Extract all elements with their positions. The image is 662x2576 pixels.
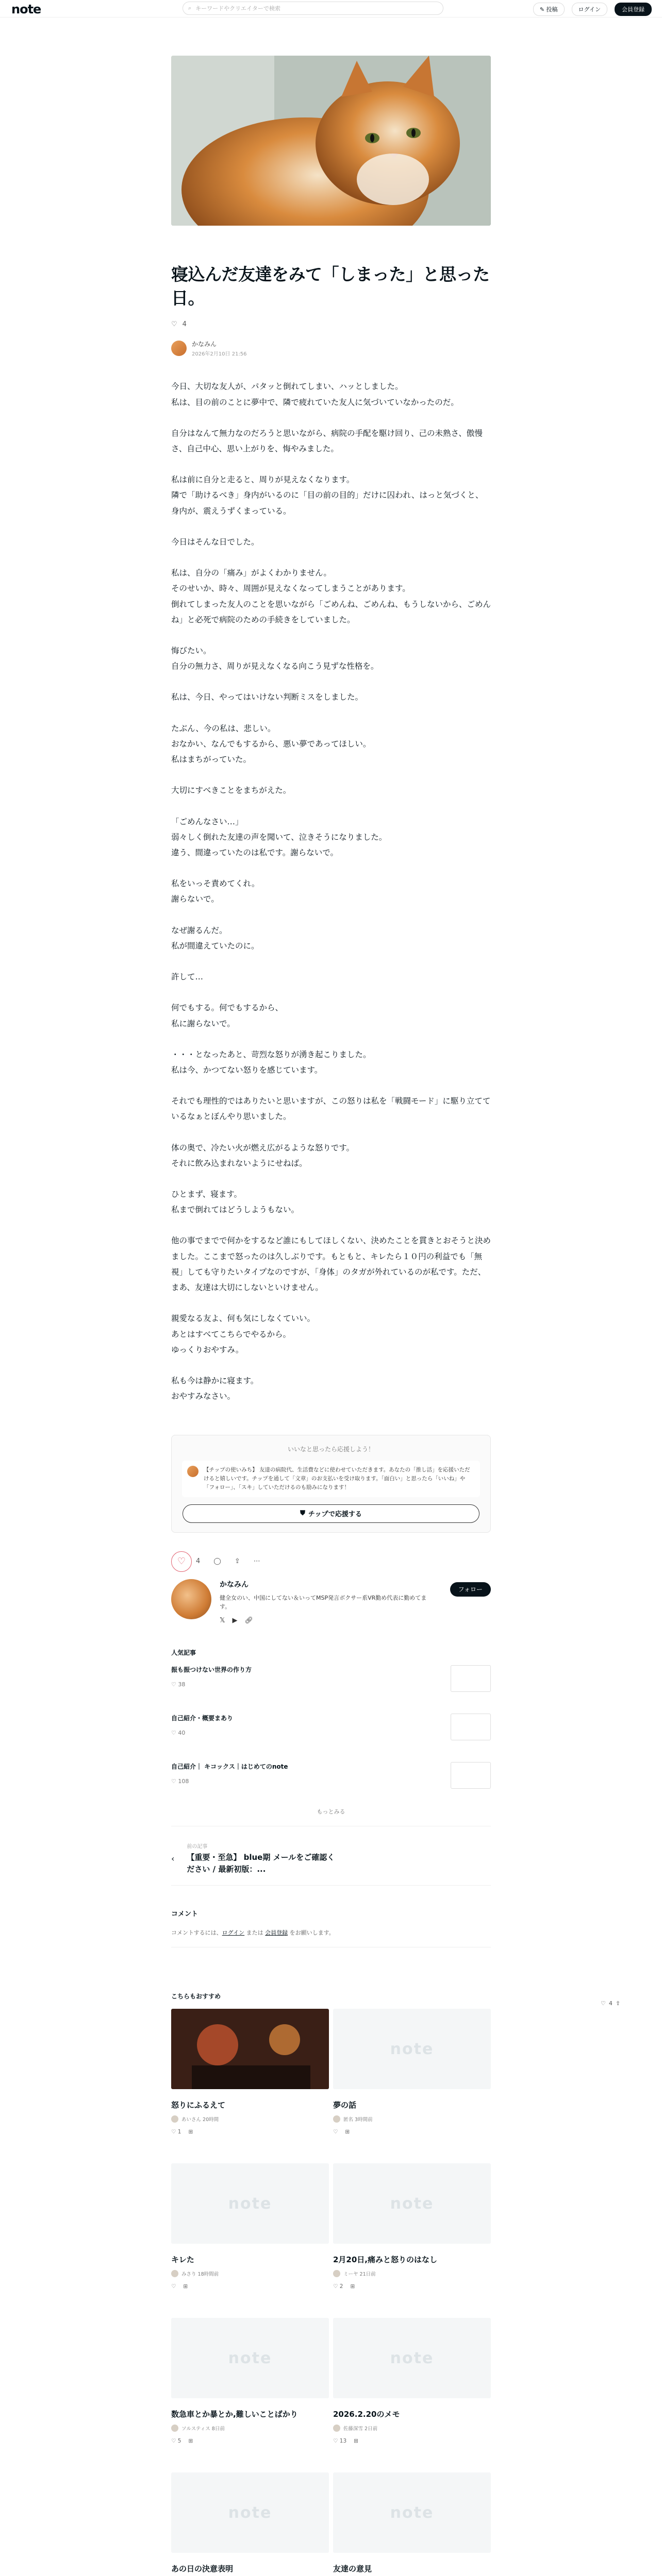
card-stats (171, 2129, 329, 2135)
divider (171, 1885, 491, 1886)
card-bookmark-icon[interactable]: ⊞ (354, 2438, 358, 2445)
recommend-grid (171, 2009, 491, 2576)
support-text: 【チップの使いみち】 友達の病院代、生活費などに使わせていただきます。あなたの「推し活」を応援いただけると嬉しいです。チップを通して「文章」のお支払いを受け取ります。「面白い」と思ったら「いいね」や「フォロー」、「スキ」していただけるのも励みになります！ (204, 1467, 470, 1491)
paragraph: ・・・となったあと、苛烈な怒りが湧き起こりました。 私は今、かつてない怒りを感じています。 (171, 1049, 371, 1075)
eyecatch-image (171, 56, 491, 226)
link-icon[interactable]: 🔗︎ (244, 1617, 253, 1625)
tip-icon: ⛊ (300, 1510, 305, 1518)
popular-list (171, 1665, 491, 1802)
card-stats (171, 2438, 329, 2444)
paragraph: 親愛なる友よ、何も気にしなくていい。 あとはすべてこちらでやるから。 ゆっくりおやすみ。 (171, 1314, 316, 1354)
card-likes-value: 13 (339, 2438, 347, 2445)
comments-text-mid: または (244, 1929, 266, 1937)
card-photo (171, 2009, 329, 2089)
article-body (171, 379, 491, 1404)
sns-links (220, 1617, 431, 1624)
card-author-avatar (171, 2425, 178, 2432)
prev-article[interactable] (171, 1842, 491, 1875)
popular-item[interactable] (171, 1665, 491, 1705)
like-button[interactable] (171, 1551, 192, 1572)
card-author: あいさん 20時間 (181, 2117, 219, 2123)
post-button[interactable] (533, 3, 565, 16)
profile-name[interactable]: かなみん (220, 1580, 249, 1589)
popular-item-title: 自己紹介｜ キコックス｜はじめてのnote (171, 1763, 288, 1771)
card-title: 夢の話 (333, 2100, 357, 2110)
author-row (171, 340, 491, 357)
card-likes: ♡ 1 (171, 2129, 181, 2136)
paragraph: 何でもする。何でもするから、 私に謝らないで。 (171, 1003, 284, 1028)
card-bookmark-icon[interactable]: ⊞ (183, 2283, 188, 2290)
card-stats (333, 2438, 491, 2444)
comments-text-post: をお願いします。 (288, 1929, 335, 1937)
comments-heading: コメント (171, 1910, 198, 1919)
card-author-row (333, 2425, 491, 2432)
like-count: 4 (196, 1557, 201, 1566)
card-bookmark-icon[interactable]: ⊞ (345, 2129, 350, 2136)
popular-item[interactable] (171, 1762, 491, 1802)
post-label: 投稿 (546, 6, 558, 13)
popular-heading: 人気記事 (171, 1649, 196, 1657)
support-message (182, 1461, 480, 1497)
prev-label: 前の記事 (187, 1844, 208, 1850)
paragraph: 私は、今日、やってはいけない判断ミスをしました。 (171, 692, 363, 702)
recommend-card[interactable] (333, 2472, 491, 2576)
paragraph: なぜ謝るんだ。 私が間違えていたのに。 (171, 925, 259, 951)
search-placeholder: キーワードやクリエイターで検索 (195, 5, 280, 12)
note-placeholder-logo: note (390, 2040, 434, 2058)
cat-photo (171, 56, 491, 226)
card-author-avatar (171, 2270, 178, 2277)
author-profile (171, 1579, 491, 1624)
card-stats (333, 2129, 491, 2135)
article-title: 寝込んだ友達をみて「しまった」と思った日。 (171, 264, 490, 309)
card-author: ミーヤ 21日前 (343, 2272, 376, 2278)
likes-value: 40 (178, 1730, 186, 1737)
site-header (0, 0, 662, 18)
chevron-left-icon: ‹ (171, 1853, 175, 1863)
card-thumbnail (333, 2163, 491, 2244)
youtube-icon[interactable]: ▶ (232, 1617, 238, 1625)
likes-count: 4 (182, 320, 187, 329)
card-author-avatar (333, 2115, 340, 2123)
signup-button[interactable]: 会員登録 (615, 3, 652, 16)
signup-link[interactable]: 会員登録 (265, 1929, 288, 1937)
paragraph: たぶん、今の私は、悲しい。 おなかい、なんでもするから、悪い夢であってほしい。 私はまちがっていた。 (171, 723, 371, 765)
likes-value: 38 (178, 1681, 186, 1688)
recommend-card[interactable] (171, 2163, 329, 2318)
recommend-card[interactable] (333, 2318, 491, 2472)
card-author-row (171, 2425, 329, 2432)
pen-icon: ✎ (539, 6, 545, 13)
card-title: 2月20日,痛みと怒りのはなし (333, 2255, 438, 2265)
card-likes: ♡ 5 (171, 2438, 181, 2445)
share-icon[interactable]: ⇪ (615, 2000, 621, 2007)
floating-like-count: 4 (608, 2000, 613, 2007)
article-main (171, 56, 491, 2576)
card-like-icon[interactable]: ♡ (171, 2283, 176, 2290)
card-author-row (333, 2115, 491, 2123)
more-icon[interactable]: ⋯ (253, 1557, 260, 1566)
login-link[interactable]: ログイン (222, 1929, 245, 1937)
paragraph: 許して… (171, 972, 204, 982)
card-author-avatar (333, 2270, 340, 2277)
card-thumbnail (171, 2163, 329, 2244)
card-title: キレた (171, 2255, 194, 2265)
card-stats (333, 2283, 491, 2290)
card-thumbnail (333, 2318, 491, 2398)
note-logo[interactable]: note (11, 2, 41, 16)
card-author-row (333, 2270, 491, 2277)
profile-bio: 健全女のい、中国にしてない＆いってMSP発言ボクサー系VR勤め代表に勤めてます。 (220, 1594, 427, 1611)
recommend-card[interactable] (171, 2009, 329, 2163)
card-thumbnail (333, 2472, 491, 2553)
card-likes: ♡ 2 (333, 2283, 343, 2290)
paragraph: 今日、大切な友人が、パタッと倒れてしまい、ハッとしました。 私は、目の前のことに夢中で、隣で疲れていた友人に気づいていなかったのだ。 (171, 382, 459, 407)
paragraph: 他の事でまでで何かをするなど誰にもしてほしくない、決めたことを貫きとおそうと決めました。ここまで怒ったのは久しぶりです。もともと、キレたら１０円の利益でも「無視」しても守りたいタイプなのですが、「身体」のタガが外れているのが私です。ただ、まあ、友達は大切にしないといけません。 (171, 1236, 491, 1293)
popular-item-thumb (451, 1762, 491, 1789)
card-likes-value: 2 (339, 2283, 343, 2290)
follow-button[interactable]: フォロー (450, 1582, 491, 1597)
popular-item-thumb (451, 1714, 491, 1740)
card-title: 友達の意見 (333, 2564, 372, 2574)
card-bookmark-icon[interactable]: ⊞ (188, 2129, 193, 2136)
card-thumbnail (171, 2318, 329, 2398)
support-avatar (187, 1466, 198, 1477)
card-title: 数急車とか暴とか,難しいことばかり (171, 2410, 298, 2419)
note-placeholder-logo: note (390, 2503, 434, 2522)
paragraph: 私は、自分の「痛み」がよくわかりません。 そのせいか、時々、周囲が見えなくなってしまうことがあります。 倒れてしまった友人のことを思いながら「ごめんね、ごめんね、もうしないから、ごめんね」と必死で病院のための手続きをしていました。 (171, 568, 491, 624)
note-placeholder-logo: note (228, 2194, 272, 2213)
paragraph: 自分はなんて無力なのだろうと思いながら、病院の手配を駆け回り、己の未熟さ、傲慢さ、自己中心、思い上がりを、悔やみました。 (171, 428, 483, 454)
comments-text (171, 1928, 491, 1937)
card-like-icon[interactable]: ♡ (333, 2129, 338, 2136)
paragraph: 大切にすべきことをまちがえた。 (171, 786, 291, 795)
prev-title: 【重要・至急】 blue期 メールをご確認ください / 最新初版：... (187, 1853, 335, 1874)
card-thumbnail (333, 2009, 491, 2089)
popular-item-title: 自己紹介・概要まあり (171, 1715, 234, 1722)
note-placeholder-logo: note (228, 2349, 272, 2367)
paragraph: 私をいっそ責めてくれ。 謝らないで。 (171, 879, 260, 904)
card-thumbnail (171, 2472, 329, 2553)
header-actions (533, 3, 652, 16)
paragraph: 体の奥で、冷たい火が燃え広がるような怒りです。 それに飲み込まれないようにせねば。 (171, 1143, 354, 1168)
card-author-avatar (171, 2115, 178, 2123)
heart-icon[interactable]: ♡ (601, 2000, 606, 2007)
popular-item-thumb (451, 1665, 491, 1692)
support-box (171, 1435, 491, 1532)
paragraph: それでも理性的ではありたいと思いますが、この怒りは私を「戦闘モード」に駆り立てているなぁとぼんやり思いました。 (171, 1096, 491, 1122)
likes-value: 108 (178, 1778, 189, 1785)
popular-item-likes: ♡ 38 (171, 1681, 186, 1688)
card-likes-value: 5 (177, 2438, 181, 2445)
recommend-card[interactable] (171, 2472, 329, 2576)
recommend-card[interactable] (333, 2009, 491, 2163)
heart-icon: ♡ (177, 1556, 186, 1567)
paragraph: 今日はそんな日でした。 (171, 537, 259, 547)
card-author: みさり 18時間前 (181, 2272, 219, 2278)
profile-avatar[interactable] (171, 1579, 211, 1619)
tip-button[interactable] (183, 1504, 479, 1523)
comment-icon[interactable]: ◯ (213, 1557, 221, 1566)
share-icon[interactable]: ⇪ (234, 1557, 240, 1566)
card-title: 怒りにふるえて (171, 2100, 226, 2110)
note-placeholder-logo: note (390, 2349, 434, 2367)
note-placeholder-logo: note (228, 2503, 272, 2522)
search-box[interactable] (183, 2, 443, 15)
author-name[interactable]: かなみん (192, 341, 217, 348)
card-thumbnail (171, 2009, 329, 2089)
login-button[interactable]: ログイン (572, 3, 607, 16)
popular-item-likes: ♡ 40 (171, 1730, 186, 1737)
recommend-card[interactable] (333, 2163, 491, 2318)
author-avatar[interactable] (171, 341, 187, 356)
popular-item-title: 振も振つけない世界の作り方 (171, 1666, 252, 1674)
card-title: あの日の決意表明 (171, 2564, 234, 2574)
search-icon: ⌕ (188, 5, 192, 11)
action-bar (171, 1551, 491, 1572)
card-bookmark-icon[interactable]: ⊞ (350, 2283, 355, 2290)
tip-button-label: チップで応援する (308, 1511, 362, 1519)
recommend-heading: こちらもおすすめ (171, 1993, 221, 2001)
publish-date: 2026年2月10日 21:56 (192, 351, 247, 358)
paragraph: 私は前に自分と走ると、周りが見えなくなります。 隣で「助けるべき」身内がいるのに「目の前の目的」だけに囚われ、はっと気づくと、身内が、震えうずくまっている。 (171, 475, 484, 516)
x-icon[interactable]: 𝕏 (220, 1617, 225, 1625)
card-likes-value: 1 (177, 2129, 181, 2136)
note-placeholder-logo: note (390, 2194, 434, 2213)
more-link[interactable]: もっとみる (317, 1808, 345, 1816)
card-author: 佐藤深雪 2日前 (343, 2426, 378, 2432)
recommend-card[interactable] (171, 2318, 329, 2472)
card-author-row (171, 2115, 329, 2123)
comments-text-pre: コメントするには、 (171, 1929, 222, 1937)
card-author-avatar (333, 2425, 340, 2432)
paragraph: 「ごめんなさい…」 弱々しく倒れた友達の声を聞いて、泣きそうになりました。 違う、間違っていたのは私です。謝らないで。 (171, 817, 387, 857)
card-title: 2026.2.20のメモ (333, 2410, 400, 2419)
card-author: ソルスティス 8日前 (181, 2426, 225, 2432)
card-likes: ♡ 13 (333, 2438, 347, 2445)
card-author-row (171, 2270, 329, 2277)
paragraph: ひとまず、寝ます。 私まで倒れてはどうしようもない。 (171, 1190, 300, 1215)
floating-like (601, 2000, 620, 2007)
support-title: いいなと思ったら応援しよう！ (287, 1446, 374, 1453)
card-author: 匿名 3時間前 (343, 2117, 373, 2123)
popular-item[interactable] (171, 1714, 491, 1754)
card-stats (171, 2283, 329, 2290)
title-likes (171, 320, 491, 328)
popular-item-likes: ♡ 108 (171, 1778, 189, 1785)
paragraph: 悔びたい。 自分の無力さ、周りが見えなくなる向こう見ずな性格を。 (171, 646, 379, 671)
heart-outline-icon[interactable]: ♡ (171, 320, 177, 329)
paragraph: 私も今は静かに寝ます。 おやすみなさい。 (171, 1376, 259, 1401)
card-bookmark-icon[interactable]: ⊞ (188, 2438, 193, 2445)
